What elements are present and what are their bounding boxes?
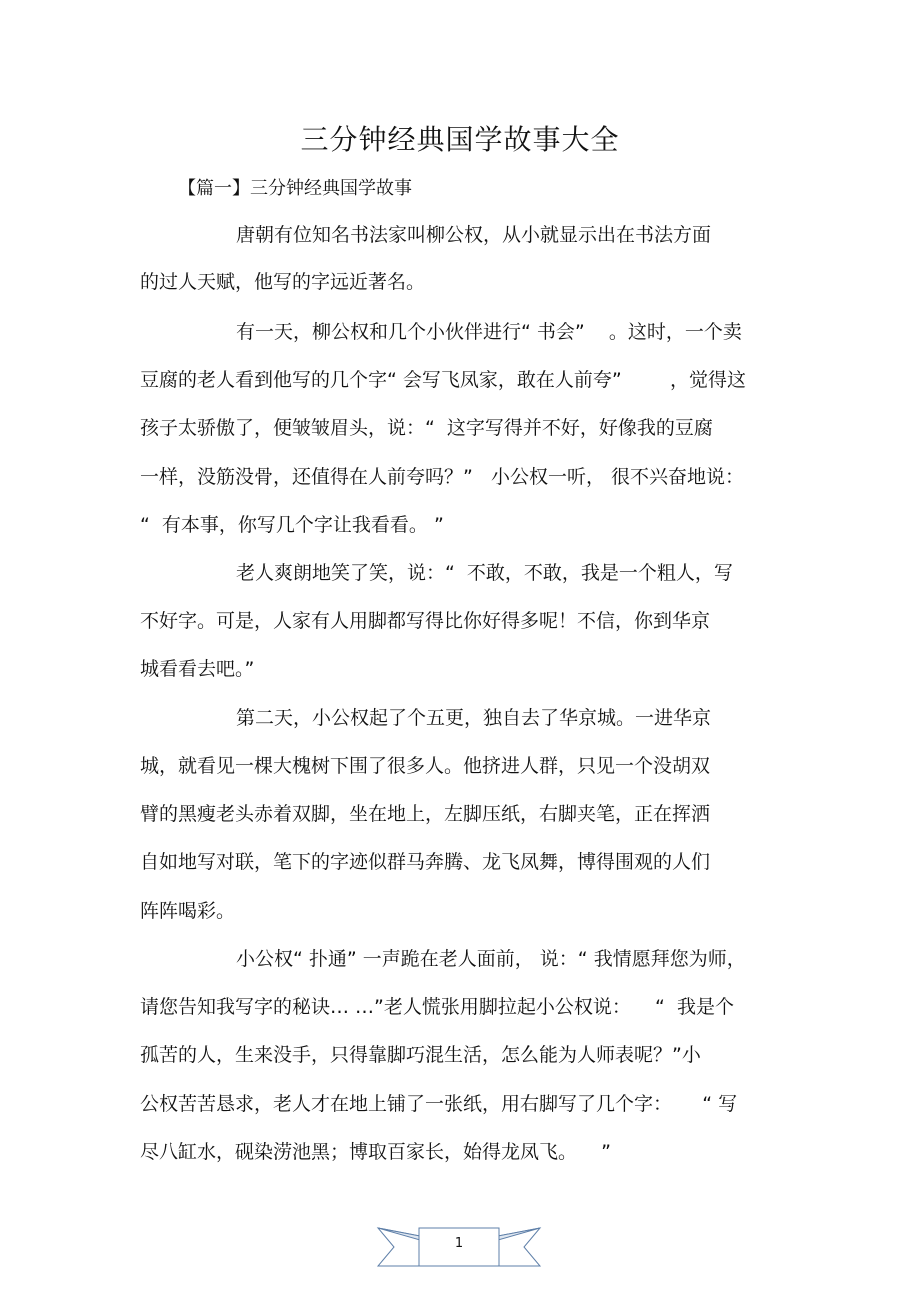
text-line: 公权苦苦恳求，老人才在地上铺了一张纸，用右脚写了几个字： “ 写 — [140, 1093, 738, 1115]
text-line: 的过人天赋，他写的字远近著名。 — [140, 271, 426, 293]
text-line: 城看看去吧。” — [140, 658, 255, 680]
text-line: 自如地写对联，笔下的字迹似群马奔腾、龙飞凤舞，博得围观的人们 — [140, 851, 711, 873]
text-line: “ 有本事，你写几个字让我看看。 ” — [140, 514, 444, 536]
text-line: 孩子太骄傲了，便皱皱眉头，说：“ 这字写得并不好，好像我的豆腐 — [140, 417, 713, 439]
section-heading: 【篇一】三分钟经典国学故事 — [178, 178, 412, 199]
text-line: 不好字。可是，人家有人用脚都写得比你好得多呢！不信，你到华京 — [140, 610, 711, 632]
text-line: 臂的黑瘦老头赤着双脚，坐在地上，左脚压纸，右脚夹笔，正在挥洒 — [140, 803, 711, 825]
text-line: 有一天，柳公权和几个小伙伴进行“ 书会” 。这时，一个卖 — [236, 321, 742, 343]
page-number: 1 — [454, 1236, 464, 1251]
text-line: 唐朝有位知名书法家叫柳公权，从小就显示出在书法方面 — [236, 224, 712, 246]
text-line: 阵阵喝彩。 — [140, 900, 236, 922]
text-line: 第二天，小公权起了个五更，独自去了华京城。一进华京 — [236, 707, 712, 729]
text-line: 孤苦的人，生来没手，只得靠脚巧混生活，怎么能为人师表呢？”小 — [140, 1044, 701, 1066]
page-title: 三分钟经典国学故事大全 — [300, 123, 620, 156]
text-line: 老人爽朗地笑了笑，说：“ 不敢，不敢，我是一个粗人，写 — [236, 562, 733, 584]
text-line: 城，就看见一棵大槐树下围了很多人。他挤进人群，只见一个没胡双 — [140, 755, 711, 777]
text-line: 小公权“ 扑通” 一声跪在老人面前， 说：“ 我情愿拜您为师， — [236, 948, 746, 970]
text-line: 请您告知我写字的秘诀… …”老人慌张用脚拉起小公权说： “ 我是个 — [140, 996, 734, 1018]
text-line: 一样，没筋没骨，还值得在人前夸吗？” 小公权一听， 很不兴奋地说： — [140, 466, 745, 488]
text-line: 豆腐的老人看到他写的几个字“ 会写飞凤家，敢在人前夸” ，觉得这 — [140, 369, 747, 391]
text-line: 尽八缸水，砚染涝池黑；博取百家长，始得龙凤飞。 ” — [140, 1141, 612, 1163]
